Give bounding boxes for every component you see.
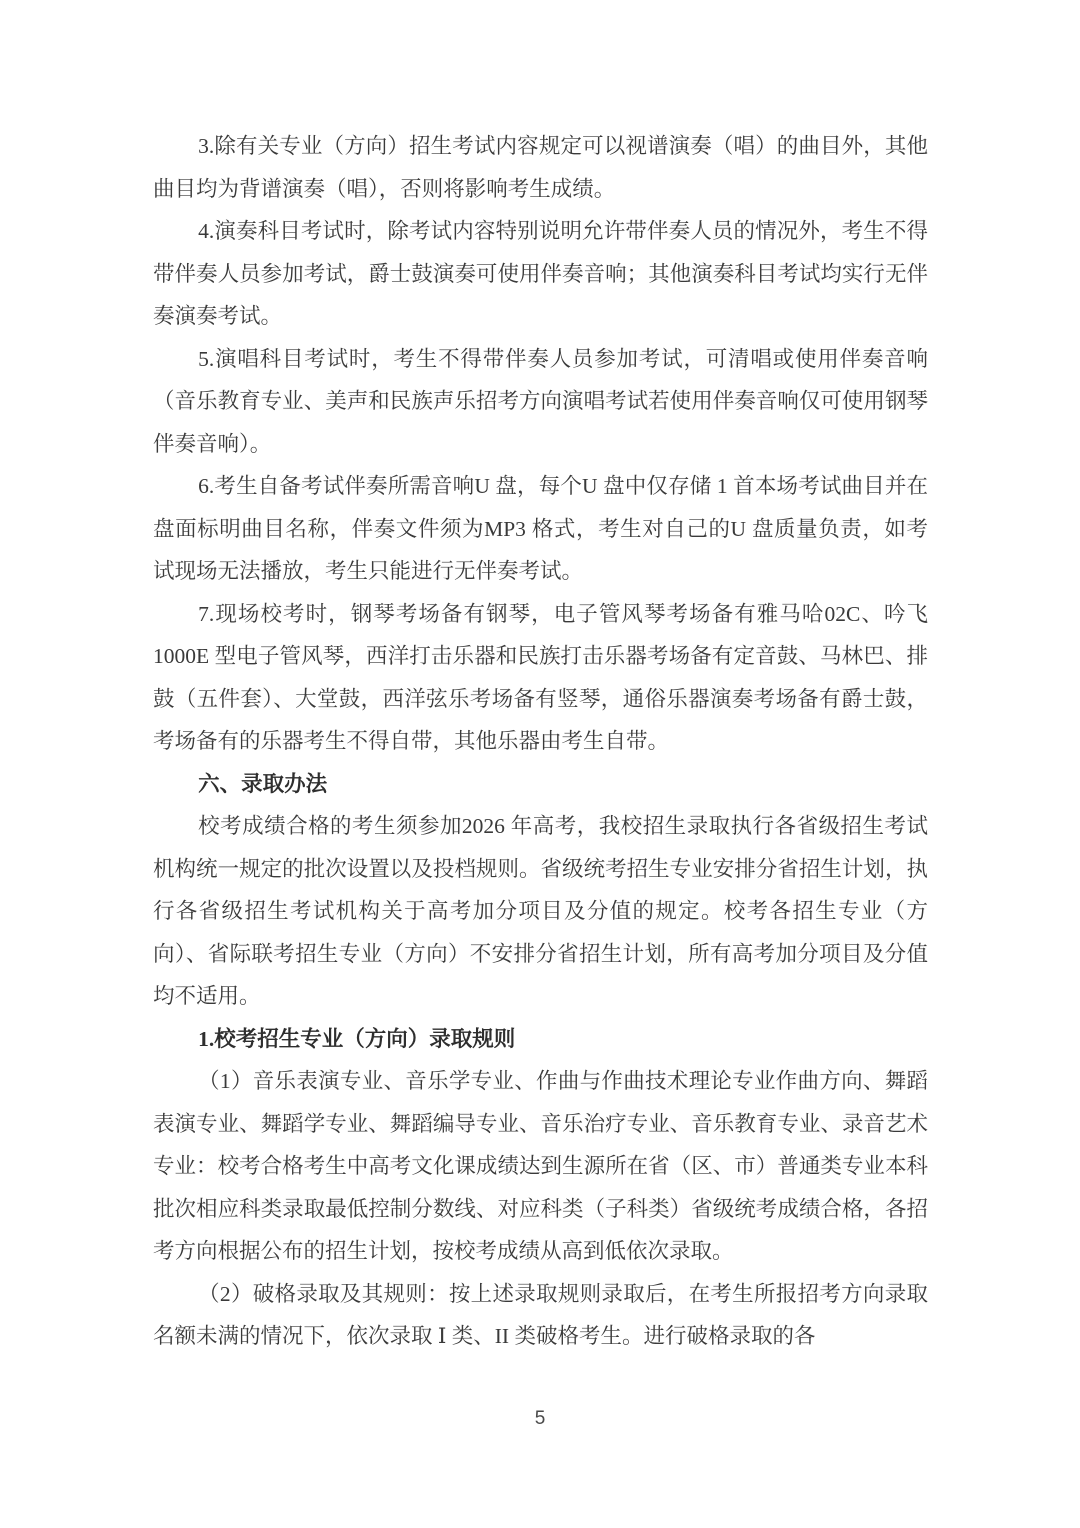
paragraph-rule-1: （1）音乐表演专业、音乐学专业、作曲与作曲技术理论专业作曲方向、舞蹈表演专业、舞蹈学专业、舞蹈编导专业、音乐治疗专业、音乐教育专业、录音艺术专业：校考合格考生中高考文化课成绩达到生源所在省（区、市）普通类专业本科批次相应科类录取最低控制分数线、对应科类（子科类）省级统考成绩合格，各招考方向根据公布的招生计划，按校考成绩从高到低依次录取。 [153, 1069, 928, 1263]
paragraph-item-7: 7.现场校考时，钢琴考场备有钢琴，电子管风琴考场备有雅马哈02C、吟飞1000E 型电子管风琴，西洋打击乐器和民族打击乐器考场备有定音鼓、马林巴、排鼓（五件套）、大堂鼓，西洋弦乐考场备有竖琴，通俗乐器演奏考场备有爵士鼓，考场备有的乐器考生不得自带，其他乐器由考生自带。 [153, 601, 928, 753]
paragraph-admission-overview: 校考成绩合格的考生须参加2026 年高考，我校招生录取执行各省级招生考试机构统一规定的批次设置以及投档规则。省级统考招生专业安排分省招生计划，执行各省级招生考试机构关于高考加分项目及分值的规定。校考各招生专业（方向）、省际联考招生专业（方向）不安排分省招生计划，所有高考加分项目及分值均不适用。 [153, 814, 928, 1008]
subsection-heading-admission-rules: 1.校考招生专业（方向）录取规则 [198, 1026, 516, 1051]
paragraph-rule-2: （2）破格录取及其规则：按上述录取规则录取后，在考生所报招考方向录取名额未满的情况下，依次录取 Ⅰ 类、II 类破格考生。进行破格录取的各 [153, 1281, 928, 1348]
section-heading-admission-methods: 六、录取办法 [198, 771, 328, 796]
paragraph-item-4: 4.演奏科目考试时，除考试内容特别说明允许带伴奏人员的情况外，考生不得带伴奏人员参加考试，爵士鼓演奏可使用伴奏音响；其他演奏科目考试均实行无伴奏演奏考试。 [153, 219, 928, 328]
paragraph-item-5: 5.演唱科目考试时，考生不得带伴奏人员参加考试，可清唱或使用伴奏音响（音乐教育专业、美声和民族声乐招考方向演唱考试若使用伴奏音响仅可使用钢琴伴奏音响）。 [153, 346, 928, 456]
page-number: 5 [534, 1408, 546, 1429]
document-body [153, 125, 928, 1358]
paragraph-item-3: 3.除有关专业（方向）招生考试内容规定可以视谱演奏（唱）的曲目外，其他曲目均为背谱演奏（唱），否则将影响考生成绩。 [153, 134, 928, 201]
paragraph-item-6: 6.考生自备考试伴奏所需音响U 盘，每个U 盘中仅存储 1 首本场考试曲目并在盘面标明曲目名称，伴奏文件须为MP3 格式，考生对自己的U 盘质量负责，如考试现场无法播放，考生只能进行无伴奏考试。 [153, 474, 928, 583]
